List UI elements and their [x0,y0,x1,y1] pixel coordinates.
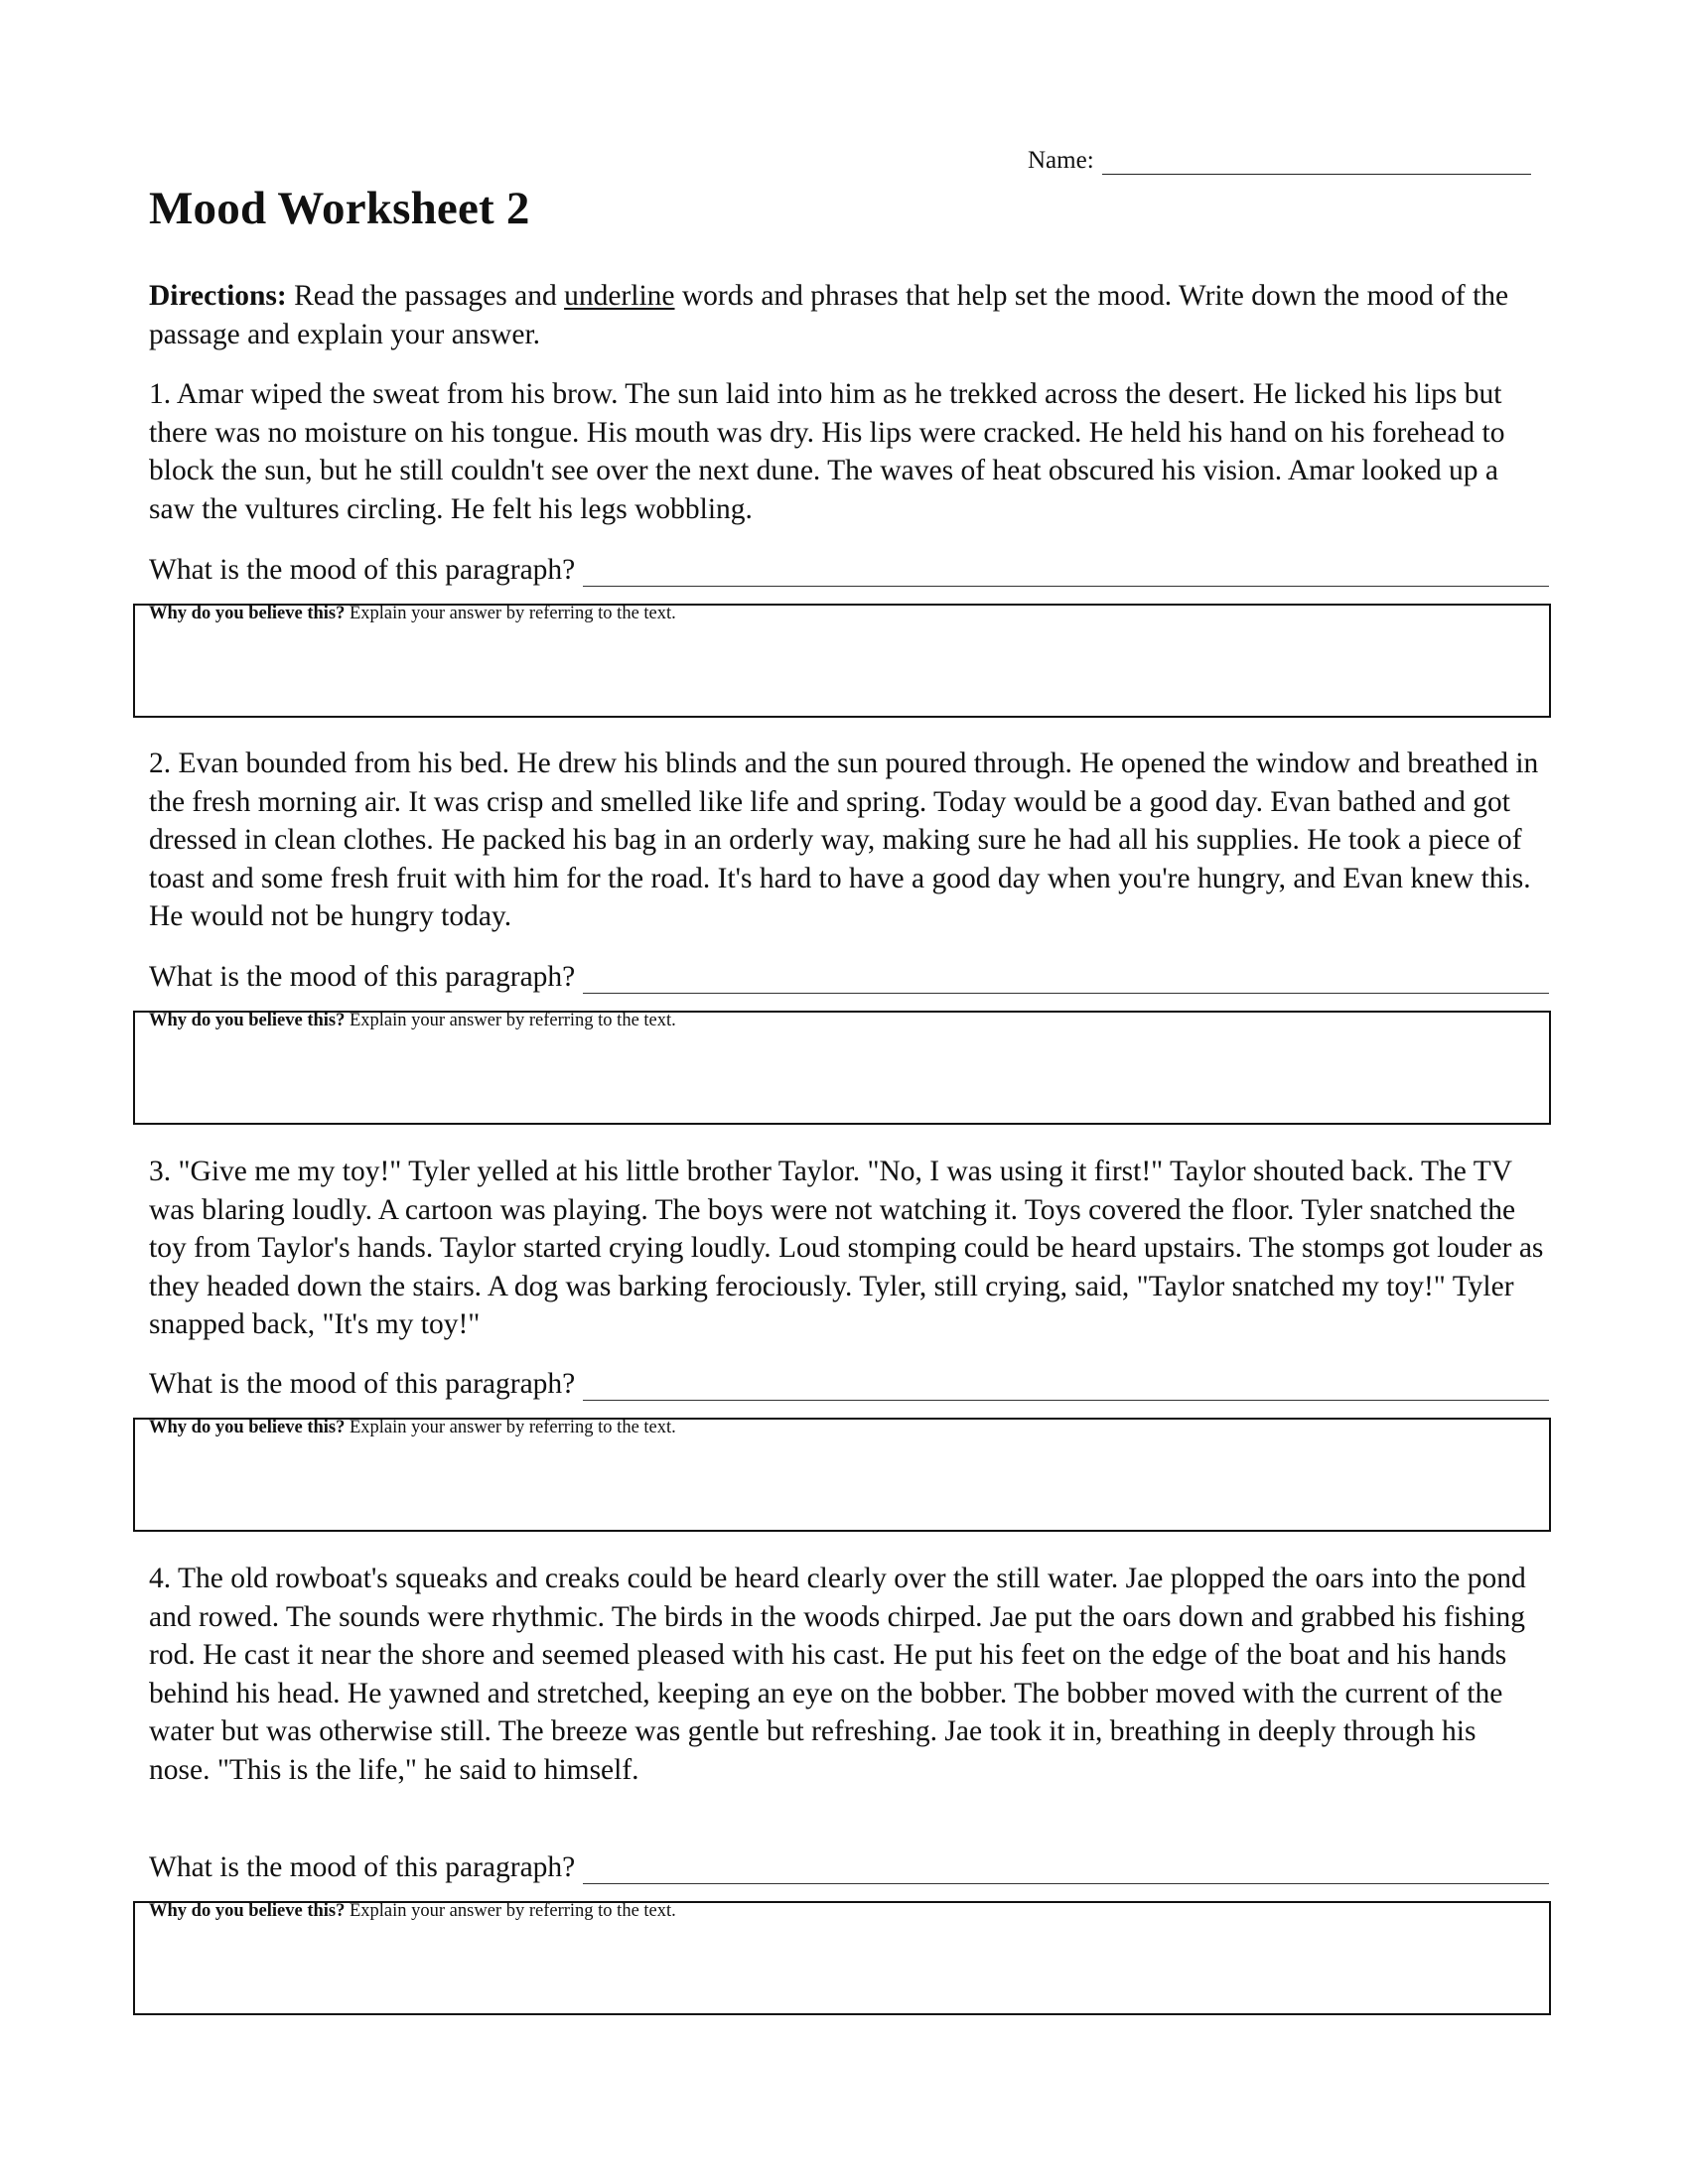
explanation-prompt-text: Explain your answer by referring to the text. [345,1011,676,1030]
explanation-prompt-3 [149,1418,1549,1437]
passage-1: 1. Amar wiped the sweat from his brow. The sun laid into him as he trekked across the desert. He licked his lips but there was no moisture on his tongue. His mouth was dry. His lips were cracked. He held his hand on his forehead to block the sun, but he still couldn't see over the next dune. The waves of heat obscured his vision. Amar looked up a saw the vultures circling. He felt his legs wobbling. [149,378,1505,525]
explanation-box-1[interactable] [133,604,1551,718]
name-label: Name: [1028,147,1094,174]
mood-answer-line-1[interactable] [583,560,1549,587]
name-input-line[interactable] [1102,150,1531,175]
explanation-prompt-bold: Why do you believe this? [149,1901,346,1921]
explanation-prompt-bold: Why do you believe this? [149,1011,346,1030]
question-3 [149,1368,1549,1401]
explanation-prompt-text: Explain your answer by referring to the text. [345,1901,676,1921]
name-field [1028,147,1531,175]
explanation-box-2[interactable] [133,1011,1551,1125]
passage-3: 3. "Give me my toy!" Tyler yelled at his little brother Taylor. "No, I was using it first!" Taylor shouted back. The TV was blaring loudly. A cartoon was playing. The boys were not watching it. Toys covered the floor. Tyler snatched the toy from Taylor's hands. Taylor started crying loudly. Loud stomping could be heard upstairs. The stomps got louder as they headed down the stairs. A dog was barking ferociously. Tyler, still crying, said, "Taylor snatched my toy!" Tyler snapped back, "It's my toy!" [149,1156,1544,1340]
passage-2: 2. Evan bounded from his bed. He drew his blinds and the sun poured through. He opened the window and breathed in the fresh morning air. It was crisp and smelled like life and spring. Today would be a good day. Evan bathed and got dressed in clean clothes. He packed his bag in an orderly way, making sure he had all his supplies. He took a piece of toast and some fresh fruit with him for the road. It's hard to have a good day when you're hungry, and Evan knew this. He would not be hungry today. [149,748,1539,932]
directions-text-before: Read the passages and [286,280,565,312]
directions [149,277,1544,353]
question-4-text: What is the mood of this paragraph? [149,1851,576,1883]
directions-text-after: words and phrases that help set the mood. Write down the mood of the passage and explain your answer. [149,280,1509,350]
explanation-prompt-1 [149,604,1549,623]
question-4 [149,1851,1549,1884]
directions-underlined-word: underline [564,280,675,312]
explanation-prompt-4 [149,1901,1549,1921]
explanation-prompt-text: Explain your answer by referring to the text. [345,1418,676,1437]
directions-label: Directions: [149,280,287,312]
mood-answer-line-2[interactable] [583,967,1549,994]
explanation-box-4[interactable] [133,1901,1551,2015]
explanation-prompt-bold: Why do you believe this? [149,604,346,623]
page-title: Mood Worksheet 2 [149,183,530,234]
explanation-prompt-text: Explain your answer by referring to the text. [345,604,676,623]
question-2-text: What is the mood of this paragraph? [149,961,576,993]
explanation-prompt-bold: Why do you believe this? [149,1418,346,1437]
passage-4: 4. The old rowboat's squeaks and creaks could be heard clearly over the still water. Jae plopped the oars into the pond and rowed. The sounds were rhythmic. The birds in the woods chirped. Jae put the oars down and grabbed his fishing rod. He cast it near the shore and seemed pleased with his cast. He put his feet on the edge of the boat and his hands behind his head. He yawned and stretched, keeping an eye on the bobber. The bobber moved with the current of the water but was otherwise still. The breeze was gentle but refreshing. Jae took it in, breathing in deeply through his nose. "This is the life," he said to himself. [149,1563,1526,1786]
question-1 [149,554,1549,587]
question-3-text: What is the mood of this paragraph? [149,1368,576,1400]
explanation-box-3[interactable] [133,1418,1551,1532]
question-2 [149,961,1549,994]
mood-answer-line-3[interactable] [583,1374,1549,1401]
explanation-prompt-2 [149,1011,1549,1030]
question-1-text: What is the mood of this paragraph? [149,554,576,586]
mood-answer-line-4[interactable] [583,1857,1549,1884]
